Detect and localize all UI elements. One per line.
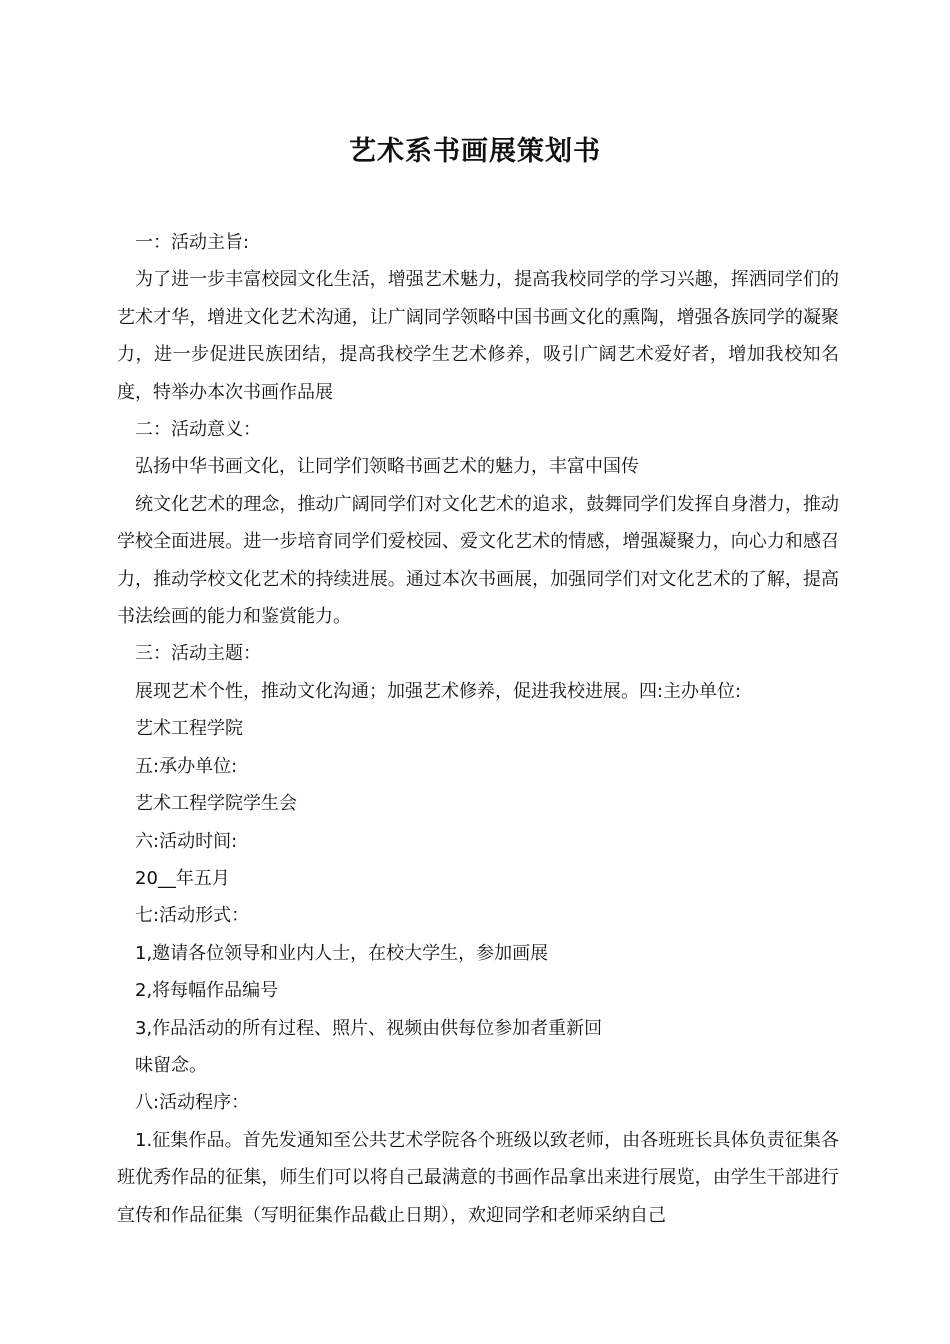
paragraph: 六:活动时间: [135,830,238,852]
paragraph: 2,将每幅作品编号 [135,980,279,1002]
paragraph: 3,作品活动的所有过程、照片、视频由供每位参加者重新回 [135,1017,603,1039]
paragraph: 艺术工程学院 [135,718,243,740]
paragraph: 1.征集作品。首先发通知至公共艺术学院各个班级以致老师，由各班班长具体负责征集各班优秀作品的征集，师生们可以将自己最满意的书画作品拿出来进行展览，由学生干部进行宣传和作品征集（写明征集作品截止日期），欢迎同学和老师采纳自己 [117,1129,839,1226]
document-title: 艺术系书画展策划书 [349,136,601,167]
document-body [117,224,839,1234]
paragraph: 八:活动程序： [135,1092,250,1114]
paragraph: 七:活动形式： [135,905,250,927]
paragraph: 二：活动意义： [135,419,261,441]
paragraph: 弘扬中华书画文化，让同学们领略书画艺术的魅力，丰富中国传 [135,456,639,478]
paragraph: 20__年五月 [135,867,230,889]
paragraph: 味留念。 [135,1054,207,1076]
paragraph: 展现艺术个性，推动文化沟通；加强艺术修养，促进我校进展。四:主办单位: [135,680,742,702]
paragraph: 为了进一步丰富校园文化生活，增强艺术魅力，提高我校同学的学习兴趣，挥洒同学们的艺术才华，增进文化艺术沟通，让广阔同学领略中国书画文化的熏陶，增强各族同学的凝聚力，进一步促进民族团结，提高我校学生艺术修养，吸引广阔艺术爱好者，增加我校知名度，特举办本次书画作品展 [117,269,839,403]
paragraph: 统文化艺术的理念，推动广阔同学们对文化艺术的追求，鼓舞同学们发挥自身潜力，推动学校全面进展。进一步培育同学们爱校园、爱文化艺术的情感，增强凝聚力，向心力和感召力，推动学校文化艺术的持续进展。通过本次书画展，加强同学们对文化艺术的了解，提高书法绘画的能力和鉴赏能力。 [117,493,839,628]
paragraph: 1,邀请各位领导和业内人士，在校大学生，参加画展 [135,942,549,964]
paragraph: 一：活动主旨: [135,232,250,253]
paragraph: 艺术工程学院学生会 [135,793,297,815]
paragraph: 三：活动主题： [135,643,261,665]
paragraph: 五:承办单位: [135,755,238,777]
